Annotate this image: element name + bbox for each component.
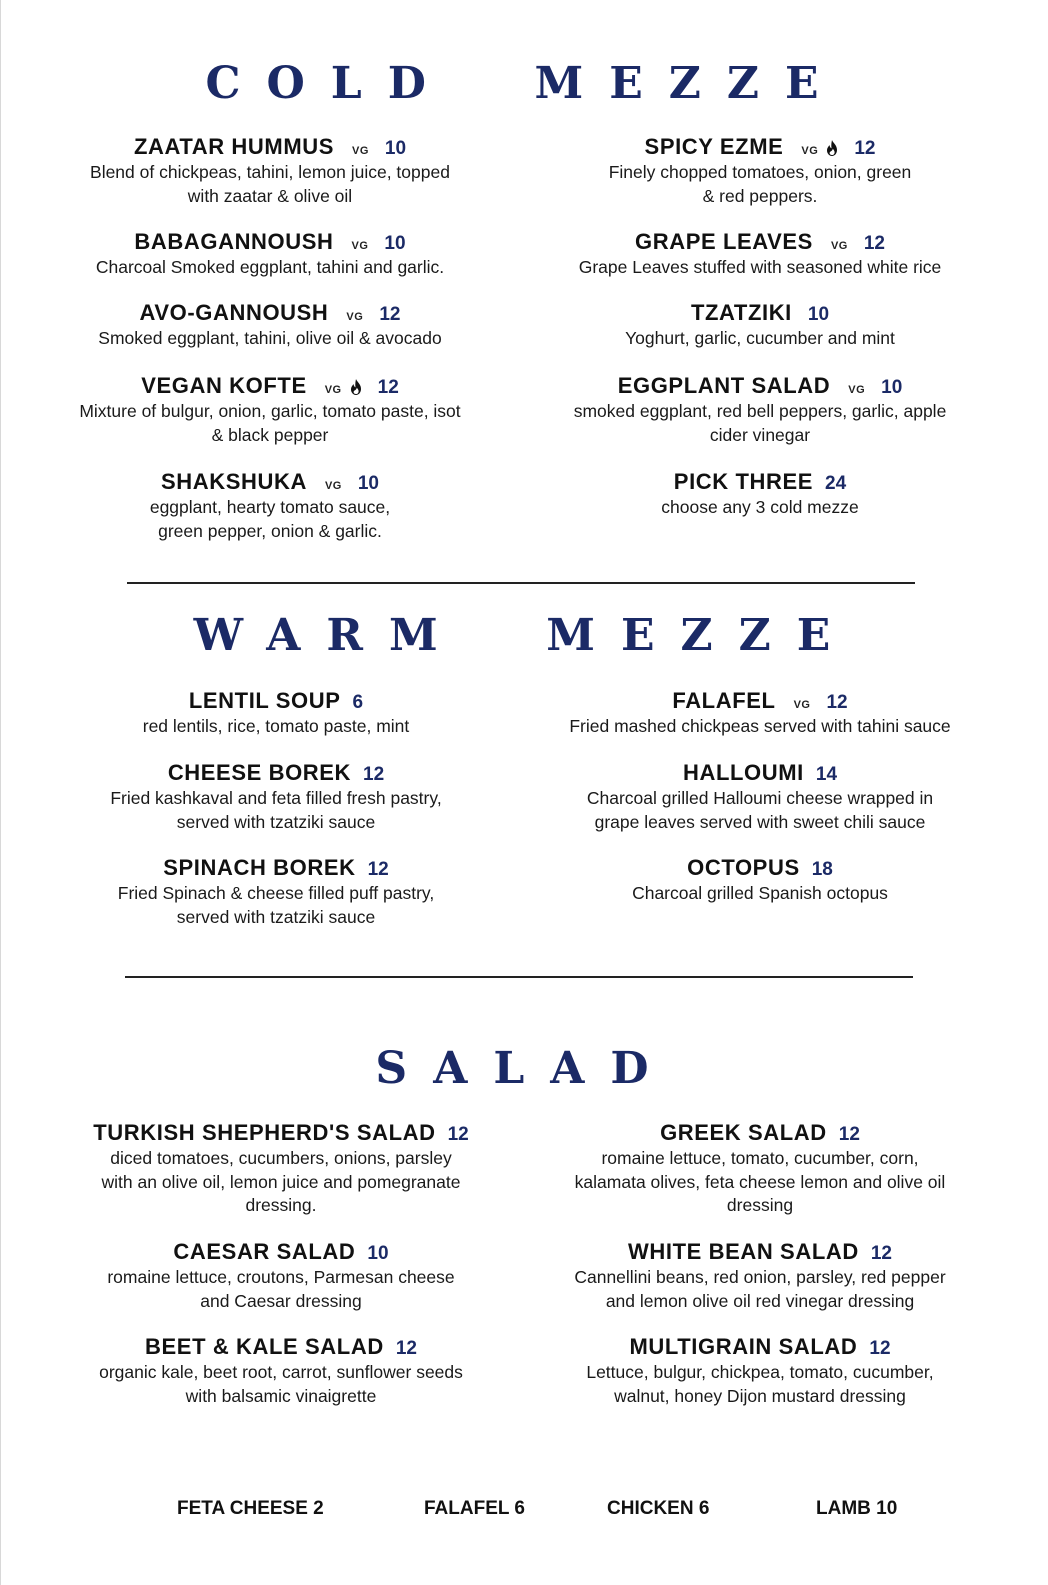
menu-item (51, 1334, 511, 1408)
item-description: Charcoal grilled Halloumi cheese wrapped in (586, 788, 934, 808)
section-title-salad: SALAD (375, 1043, 675, 1094)
item-name: PICK THREE (673, 469, 814, 494)
item-price: 12 (395, 1338, 417, 1359)
warm-mezze-left-column (45, 688, 507, 948)
menu-item (39, 373, 501, 447)
item-price: 18 (811, 859, 833, 880)
menu-item (51, 1239, 511, 1313)
item-price: 12 (870, 1243, 892, 1264)
item-description-line2: with balsamic vinaigrette (185, 1385, 377, 1406)
item-description-line2: with zaatar & olive oil (187, 185, 353, 206)
item-description-line3: dressing (726, 1195, 794, 1215)
menu-item (531, 373, 989, 447)
item-name: BEET & KALE SALAD (145, 1334, 384, 1359)
item-price: 12 (838, 1124, 860, 1145)
warm-mezze-right-column (531, 688, 989, 948)
item-name: TURKISH SHEPHERD'S SALAD (93, 1120, 436, 1145)
item-description: choose any 3 cold mezze (661, 497, 859, 517)
item-description: Fried mashed chickpeas served with tahini sauce (569, 716, 951, 736)
item-description-line3: dressing. (245, 1195, 317, 1215)
cold-mezze-left-column (39, 134, 501, 554)
vegan-badge: VG (801, 145, 819, 157)
cold-mezze-right-column (531, 134, 989, 554)
item-price: 12 (826, 692, 848, 713)
menu-item (39, 229, 501, 280)
item-description: Smoked eggplant, tahini, olive oil & avocado (98, 328, 442, 348)
menu-item (531, 229, 989, 280)
vegan-badge: VG (324, 384, 342, 396)
menu-item (39, 134, 501, 208)
item-description-line2: with an olive oil, lemon juice and pomegranate (101, 1171, 461, 1192)
menu-item (531, 1120, 989, 1218)
addon-chicken: CHICKEN 6 (607, 1498, 710, 1519)
item-description-line2: and Caesar dressing (200, 1290, 362, 1311)
item-description: smoked eggplant, red bell peppers, garlic, apple (573, 401, 947, 421)
item-name: GREEK SALAD (660, 1120, 827, 1145)
item-description-line2: green pepper, onion & garlic. (158, 520, 382, 541)
item-price: 14 (815, 764, 838, 785)
item-description: Yoghurt, garlic, cucumber and mint (625, 328, 895, 348)
item-name: CHEESE BOREK (167, 760, 352, 785)
item-price: 12 (379, 304, 401, 325)
item-price: 10 (384, 138, 407, 159)
section-title-cold-mezze: COLD MEZZE (205, 58, 845, 109)
item-price: 12 (869, 1338, 891, 1359)
menu-item (531, 855, 989, 906)
item-name: AVO-GANNOUSH (139, 300, 329, 325)
salad-addons-row (1, 1498, 1048, 1528)
item-name: FALAFEL (672, 688, 776, 713)
vegan-badge: VG (346, 311, 364, 323)
item-description-line2: & black pepper (211, 424, 329, 445)
item-description: Cannellini beans, red onion, parsley, red pepper (574, 1267, 946, 1287)
item-description: romaine lettuce, tomato, cucumber, corn, (601, 1148, 919, 1168)
item-description-line2: and lemon olive oil red vinegar dressing (605, 1290, 915, 1311)
item-price: 10 (367, 1243, 389, 1264)
menu-item (531, 1239, 989, 1313)
item-name: WHITE BEAN SALAD (628, 1239, 859, 1264)
item-description-line2: served with tzatziki sauce (176, 811, 376, 832)
section-divider (127, 582, 915, 584)
menu-item (531, 300, 989, 351)
item-description-line2: walnut, honey Dijon mustard dressing (614, 1385, 906, 1406)
item-name: SPINACH BOREK (163, 855, 356, 880)
item-name: OCTOPUS (687, 855, 800, 880)
menu-item (531, 134, 989, 208)
item-description: Grape Leaves stuffed with seasoned white rice (578, 257, 942, 277)
spicy-flame-icon (350, 379, 362, 395)
item-description: Mixture of bulgur, onion, garlic, tomato paste, isot (79, 401, 461, 421)
menu-item (51, 1120, 511, 1218)
item-description: red lentils, rice, tomato paste, mint (142, 716, 410, 736)
menu-item (531, 688, 989, 739)
addon-falafel: FALAFEL 6 (424, 1498, 525, 1519)
item-description: organic kale, beet root, carrot, sunflower seeds (99, 1362, 463, 1382)
vegan-badge: VG (351, 240, 369, 252)
item-name: LENTIL SOUP (188, 688, 341, 713)
spicy-flame-icon (826, 140, 838, 156)
item-name: SPICY EZME (644, 134, 784, 159)
addon-feta-cheese: FETA CHEESE 2 (177, 1498, 324, 1519)
item-description: romaine lettuce, croutons, Parmesan cheese (107, 1267, 455, 1287)
item-description: Lettuce, bulgur, chickpea, tomato, cucumber, (586, 1362, 934, 1382)
item-price: 10 (881, 377, 903, 398)
item-description: Charcoal grilled Spanish octopus (632, 883, 888, 903)
item-description-line2: kalamata olives, feta cheese lemon and olive oil (574, 1171, 946, 1192)
menu-item (39, 300, 501, 351)
salad-left-column (51, 1120, 511, 1420)
vegan-badge: VG (352, 145, 369, 157)
item-price: 24 (825, 473, 847, 494)
item-price: 6 (352, 692, 364, 713)
item-price: 12 (377, 377, 399, 398)
item-name: TZATZIKI (690, 300, 792, 325)
item-description-line2: grape leaves served with sweet chili sauce (594, 811, 926, 832)
item-description: Fried kashkaval and feta filled fresh pastry, (110, 788, 442, 808)
menu-item (45, 760, 507, 834)
section-title-warm-mezze: WARM MEZZE (193, 610, 857, 661)
menu-item (45, 688, 507, 739)
item-price: 10 (357, 473, 379, 494)
addon-lamb: LAMB 10 (816, 1498, 898, 1519)
item-description: eggplant, hearty tomato sauce, (149, 497, 391, 517)
item-name: GRAPE LEAVES (635, 229, 813, 254)
vegan-badge: VG (830, 240, 848, 252)
item-name: EGGPLANT SALAD (617, 373, 831, 398)
item-description-line2: cider vinegar (709, 424, 811, 445)
vegan-badge: VG (848, 384, 866, 396)
item-price: 12 (367, 859, 389, 880)
item-price: 12 (363, 764, 385, 785)
item-name: ZAATAR HUMMUS (133, 134, 335, 159)
item-price: 12 (854, 138, 876, 159)
item-description-line2: served with tzatziki sauce (176, 906, 376, 927)
menu-item (531, 469, 989, 520)
item-price: 10 (384, 233, 406, 254)
item-price: 12 (447, 1124, 469, 1145)
item-name: CAESAR SALAD (173, 1239, 356, 1264)
item-description-line2: & red peppers. (702, 185, 818, 206)
menu-item (39, 469, 501, 543)
menu-item (531, 1334, 989, 1408)
menu-item (45, 855, 507, 929)
item-price: 12 (863, 233, 885, 254)
item-name: VEGAN KOFTE (141, 373, 307, 398)
item-price: 10 (807, 304, 830, 325)
item-description: Fried Spinach & cheese filled puff pastry, (117, 883, 435, 903)
item-name: BABAGANNOUSH (134, 229, 334, 254)
item-description: Charcoal Smoked eggplant, tahini and garlic. (95, 257, 445, 277)
item-name: SHAKSHUKA (160, 469, 307, 494)
section-divider (125, 976, 913, 978)
item-name: MULTIGRAIN SALAD (629, 1334, 858, 1359)
vegan-badge: VG (324, 480, 342, 492)
item-description: diced tomatoes, cucumbers, onions, parsley (110, 1148, 452, 1168)
salad-right-column (531, 1120, 989, 1420)
item-name: HALLOUMI (682, 760, 804, 785)
vegan-badge: VG (793, 699, 811, 711)
item-description: Blend of chickpeas, tahini, lemon juice, topped (90, 162, 450, 182)
item-description: Finely chopped tomatoes, onion, green (608, 162, 912, 182)
menu-item (531, 760, 989, 834)
